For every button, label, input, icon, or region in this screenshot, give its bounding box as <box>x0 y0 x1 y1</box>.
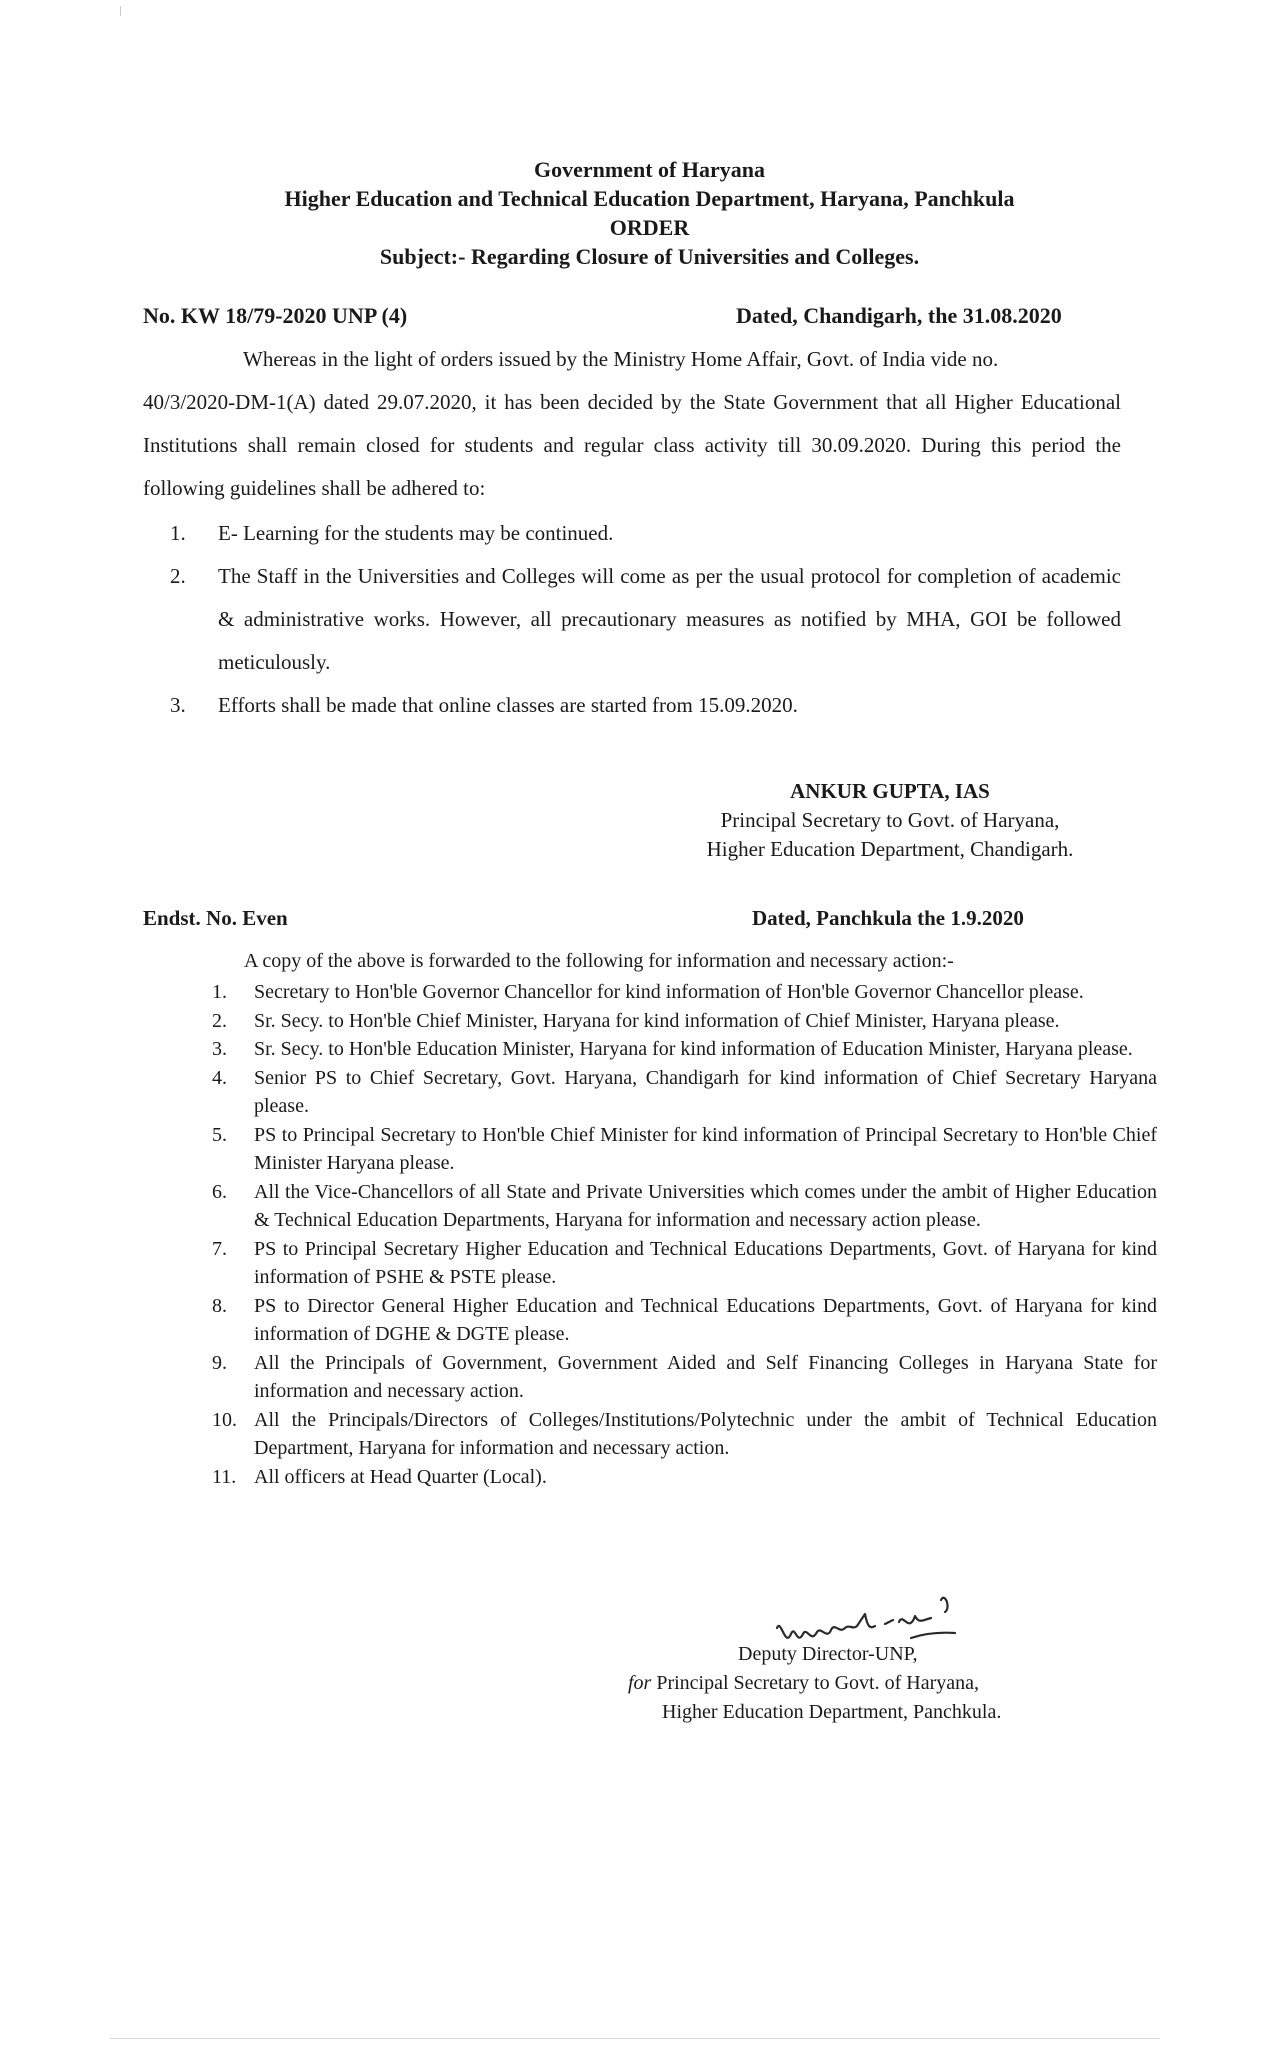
endorsement-date: Dated, Panchkula the 1.9.2020 <box>752 906 1024 930</box>
item-number: 2. <box>170 564 186 588</box>
item-number: 9. <box>212 1351 227 1374</box>
item-text: Sr. Secy. to Hon'ble Chief Minister, Haryana for kind information of Chief Minister, Haryana please. <box>254 1009 1060 1032</box>
list-item <box>212 1064 1157 1121</box>
item-number: 8. <box>212 1294 227 1317</box>
item-text: All officers at Head Quarter (Local). <box>254 1465 547 1488</box>
list-item <box>212 1035 1157 1064</box>
list-item <box>170 512 1121 555</box>
paragraph-lead: Whereas in the light of orders issued by the Ministry Home Affair, Govt. of India vide no. <box>243 347 999 371</box>
item-text: All the Principals of Government, Government Aided and Self Financing Colleges in Haryana State for information and necessary action. <box>254 1351 1157 1402</box>
deputy-signatory-block <box>620 1640 1140 1727</box>
item-number: 1. <box>212 981 227 1003</box>
item-number: 4. <box>212 1066 227 1089</box>
item-text: All the Principals/Directors of Colleges/Institutions/Polytechnic under the ambit of Technical Education Department, Haryana for information and necessary action. <box>254 1408 1157 1459</box>
item-number: 7. <box>212 1237 227 1260</box>
deputy-for-line <box>620 1669 1140 1698</box>
item-number: 6. <box>212 1180 227 1203</box>
item-text: Senior PS to Chief Secretary, Govt. Haryana, Chandigarh for kind information of Chief Secretary Haryana please. <box>254 1066 1157 1117</box>
item-text: PS to Director General Higher Education and Technical Educations Departments, Govt. of Haryana for kind information of DGHE & DGTE please. <box>254 1294 1157 1345</box>
item-text: All the Vice-Chancellors of all State and Private Universities which comes under the ambit of Higher Education & Technical Education Departments, Haryana for information and necessary action please. <box>254 1180 1157 1231</box>
order-paragraph <box>143 338 1121 510</box>
deputy-title: Deputy Director-UNP, <box>738 1643 918 1665</box>
order-number: No. KW 18/79-2020 UNP (4) <box>143 303 408 328</box>
government-title: Government of Haryana <box>534 157 765 182</box>
letterhead <box>0 155 1269 271</box>
endorsement-intro: A copy of the above is forwarded to the following for information and necessary action:- <box>244 950 954 972</box>
list-item <box>212 1463 1157 1492</box>
item-number: 5. <box>212 1123 227 1146</box>
order-date: Dated, Chandigarh, the 31.08.2020 <box>736 303 1062 328</box>
scan-mark <box>120 6 121 16</box>
for-word: for <box>628 1672 652 1694</box>
item-number: 3. <box>170 693 186 717</box>
list-item <box>212 1235 1157 1292</box>
signatory-department: Higher Education Department, Chandigarh. <box>706 837 1074 861</box>
signatory-title: Principal Secretary to Govt. of Haryana, <box>720 808 1060 832</box>
item-text: PS to Principal Secretary to Hon'ble Chief Minister for kind information of Principal Secretary to Hon'ble Chief Minister Haryana please. <box>254 1123 1157 1174</box>
item-text: PS to Principal Secretary Higher Education and Technical Educations Departments, Govt. of Haryana for kind information of PSHE & PSTE please. <box>254 1237 1157 1288</box>
deputy-for-rest: Principal Secretary to Govt. of Haryana, <box>651 1672 980 1694</box>
list-item <box>212 1121 1157 1178</box>
list-item <box>212 978 1157 1007</box>
item-number: 1. <box>170 521 186 545</box>
item-text: Secretary to Hon'ble Governor Chancellor for kind information of Hon'ble Governor Chancellor please. <box>254 981 1084 1003</box>
endorsement-number: Endst. No. Even <box>143 906 288 930</box>
list-item <box>212 1178 1157 1235</box>
signatory-name: ANKUR GUPTA, IAS <box>790 779 990 803</box>
item-text: The Staff in the Universities and Colleges will come as per the usual protocol for completion of academic & administrative works. However, all precautionary measures as notified by MHA, GOI be followed meticulously. <box>218 564 1121 674</box>
item-text: Efforts shall be made that online classes are started from 15.09.2020. <box>218 693 798 717</box>
list-item <box>170 555 1121 684</box>
guidelines-list <box>170 512 1121 727</box>
item-text: Sr. Secy. to Hon'ble Education Minister, Haryana for kind information of Education Minister, Haryana please. <box>254 1038 1133 1060</box>
list-item <box>212 1406 1157 1463</box>
subject-line: Subject:- Regarding Closure of Universities and Colleges. <box>379 244 920 269</box>
recipients-list <box>212 978 1157 1491</box>
department-title: Higher Education and Technical Education Department, Haryana, Panchkula <box>284 186 1015 211</box>
item-number: 2. <box>212 1009 227 1032</box>
signatory-block <box>640 777 1140 864</box>
deputy-department: Higher Education Department, Panchkula. <box>662 1701 1002 1723</box>
list-item <box>212 1292 1157 1349</box>
item-number: 3. <box>212 1038 227 1060</box>
list-item <box>170 684 1121 727</box>
list-item <box>212 1007 1157 1036</box>
paragraph-body: 40/3/2020-DM-1(A) dated 29.07.2020, it has been decided by the State Government that all Higher Educational Institutions shall remain closed for students and regular class activity till 30.09.2020. During this period the following guidelines shall be adhered to: <box>143 390 1121 500</box>
scan-edge-line <box>110 2038 1160 2039</box>
item-text: E- Learning for the students may be continued. <box>218 521 614 545</box>
list-item <box>212 1349 1157 1406</box>
item-number: 10. <box>212 1408 237 1431</box>
item-number: 11. <box>212 1465 237 1488</box>
order-title: ORDER <box>609 215 690 240</box>
